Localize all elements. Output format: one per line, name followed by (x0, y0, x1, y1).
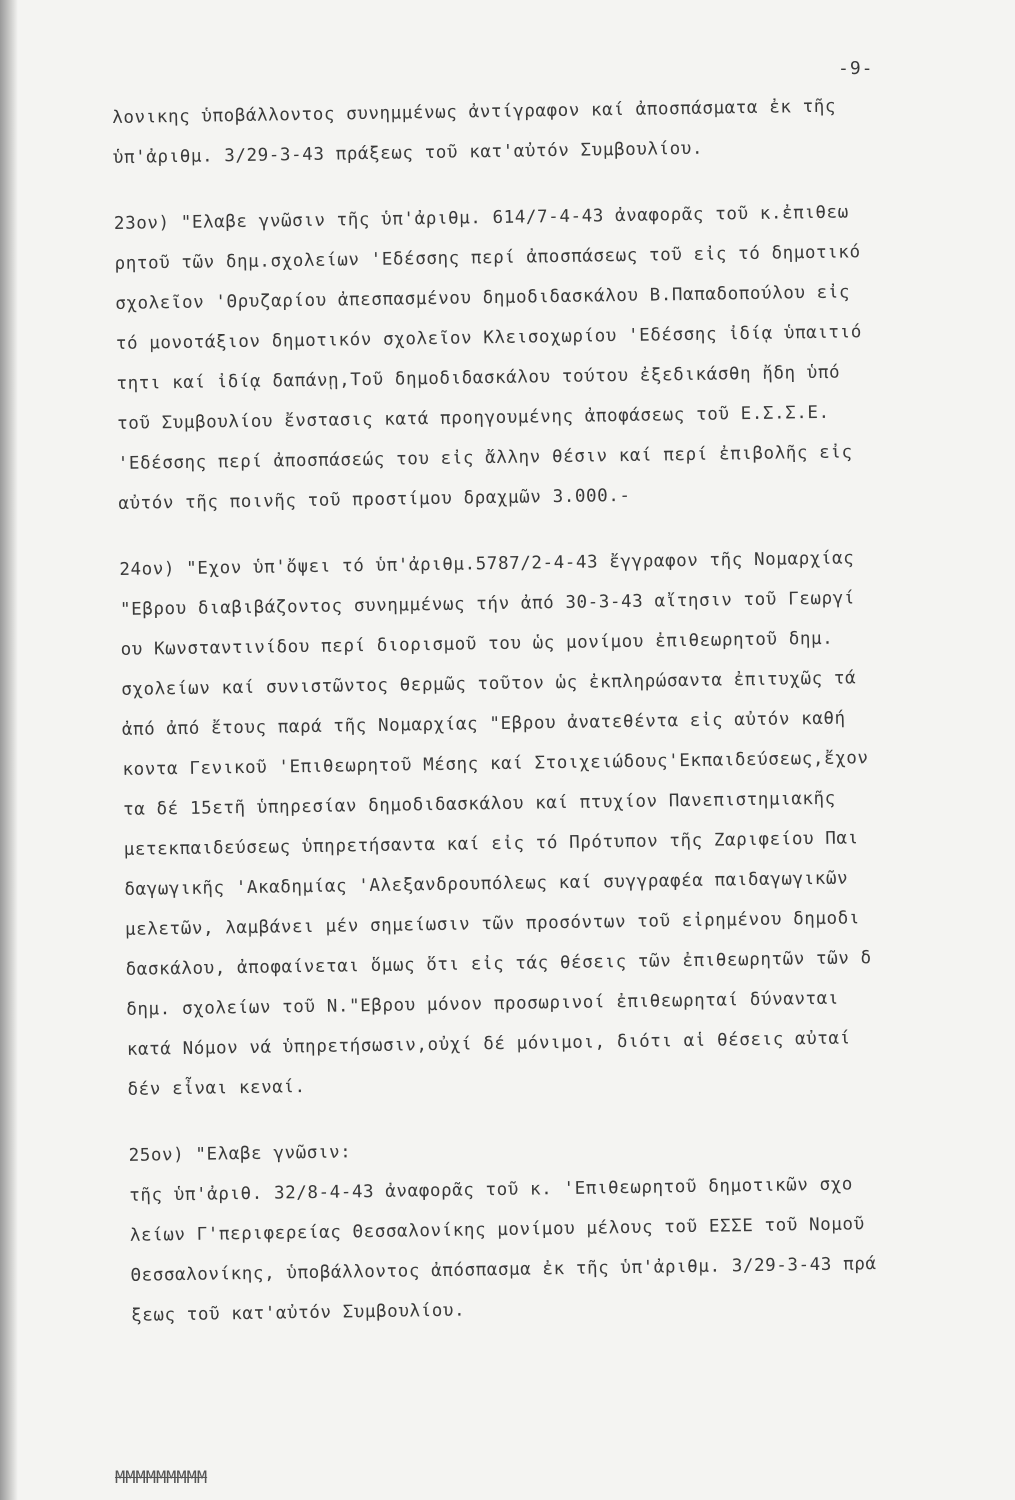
paragraph (112, 84, 1003, 178)
text-line: κατά Νόμον νά ὑπηρετήσωσιν,οὐχί δέ μόνιμοι, διότι αἱ θέσεις αὐταί (126, 1028, 851, 1060)
text-line: δημ. σχολείων τοῦ Ν."Εβρου μόνον προσωρινοί ἐπιθεωρηταί δύνανται (126, 988, 840, 1020)
text-line: δαγωγικῆς 'Ακαδημίας 'Αλεξανδρουπόλεως καί συγγραφέα παιδαγωγικῶν (124, 868, 849, 900)
paragraph (119, 536, 1015, 1110)
binding-edge (0, 0, 18, 1500)
paragraph (128, 1122, 1015, 1336)
paragraph (114, 190, 1009, 524)
text-line: κοντα Γενικοῦ 'Επιθεωρητοῦ Μέσης καί Στοιχειώδους'Εκπαιδεύσεως,ἔχον (122, 748, 869, 780)
text-line: ὑπ'ἀριθμ. 3/29-3-43 πράξεως τοῦ κατ'αὐτόν Συμβουλίου. (112, 138, 704, 168)
text-line: Θεσσαλονίκης, ὑποβάλλοντος ἀπόσπασμα ἐκ τῆς ὑπ'ἀριθμ. 3/29-3-43 πρά (130, 1254, 877, 1286)
document-body (112, 84, 1015, 1336)
text-line: δασκάλου, ἀποφαίνεται ὅμως ὅτι εἰς τάς θέσεις τῶν ἐπιθεωρητῶν τῶν δ (125, 948, 872, 980)
text-line: ξεως τοῦ κατ'αὐτόν Συμβουλίου. (130, 1300, 466, 1326)
struck-out-mark: ΜΜΜΜΜΜΜΜΜ (115, 1468, 208, 1488)
text-line: τῆς ὑπ'ἀριθ. 32/8-4-43 ἀναφορᾶς τοῦ κ. 'Επιθεωρητοῦ δημοτικῶν σχο (129, 1174, 854, 1206)
text-line: τητι καί ἰδίᾳ δαπάνῃ,Τοῦ δημοδιδασκάλου τούτου ἐξεδικάσθη ἤδη ὑπό (116, 362, 841, 394)
page-number: -9- (838, 58, 874, 79)
text-line: δέν εἶναι κεναί. (127, 1077, 306, 1100)
text-line: λονικης ὑποβάλλοντος συνημμένως ἀντίγραφον καί ἀποσπάσματα ἐκ τῆς (112, 96, 837, 128)
text-line: 23ον) "Ελαβε γνῶσιν τῆς ὑπ'ἀριθμ. 614/7-4-43 ἀναφορᾶς τοῦ κ.ἐπιθεω (113, 202, 850, 234)
text-line: 'Εδέσσης περί ἀποσπάσεώς του εἰς ἄλλην θέσιν καί περί ἐπιβολῆς εἰς (117, 442, 853, 474)
text-line: τα δέ 15ετῆ ὑπηρεσίαν δημοδιδασκάλου καί πτυχίον Πανεπιστημιακῆς (123, 788, 836, 820)
text-line: τοῦ Συμβουλίου ἔνστασις κατά προηγουμένης ἀποφάσεως τοῦ Ε.Σ.Σ.Ε. (116, 402, 830, 434)
text-line: τό μονοτάξιον δημοτικόν σχολεῖον Κλεισοχωρίου 'Εδέσσης ἰδίᾳ ὑπαιτιό (115, 322, 863, 354)
text-line: "Εβρου διαβιβάζοντος συνημμένως τήν ἀπό 30-3-43 αἴτησιν τοῦ Γεωργί (119, 588, 856, 620)
text-line: αὐτόν τῆς ποινῆς τοῦ προστίμου δραχμῶν 3.000.- (118, 485, 631, 514)
text-line: 25ον) "Ελαβε γνῶσιν: (128, 1142, 352, 1166)
text-line: σχολεῖον 'Θρυζαρίου ἀπεσπασμένου δημοδιδασκάλου Β.Παπαδοπούλου εἰς (115, 282, 851, 314)
text-line: σχολείων καί συνιστῶντος θερμῶς τοῦτον ὡς ἐκπληρώσαντα ἐπιτυχῶς τά (121, 668, 857, 700)
text-line: ου Κωνσταντινίδου περί διορισμοῦ του ὡς μονίμου ἐπιθεωρητοῦ δημ. (120, 628, 834, 660)
text-line: 24ον) "Εχον ὑπ'ὄψει τό ὑπ'ἀριθμ.5787/2-4-43 ἔγγραφον τῆς Νομαρχίας (119, 548, 855, 580)
text-line: ρητοῦ τῶν δημ.σχολείων 'Εδέσσης περί ἀποσπάσεως τοῦ εἰς τό δημοτικό (114, 242, 861, 274)
text-line: μελετῶν, λαμβάνει μέν σημείωσιν τῶν προσόντων τοῦ εἰρημένου δημοδι (124, 908, 861, 940)
text-line: ἀπό ἀπό ἔτους παρά τῆς Νομαρχίας "Εβρου ἀνατεθέντα εἰς αὐτόν καθή (121, 708, 846, 740)
text-line: μετεκπαιδεύσεως ὑπηρετήσαντα καί εἰς τό Πρότυπον τῆς Ζαριφείου Παι (123, 828, 859, 860)
text-line: λείων Γ'περιφερείας Θεσσαλονίκης μονίμου μέλους τοῦ ΕΣΣΕ τοῦ Νομοῦ (129, 1214, 865, 1246)
